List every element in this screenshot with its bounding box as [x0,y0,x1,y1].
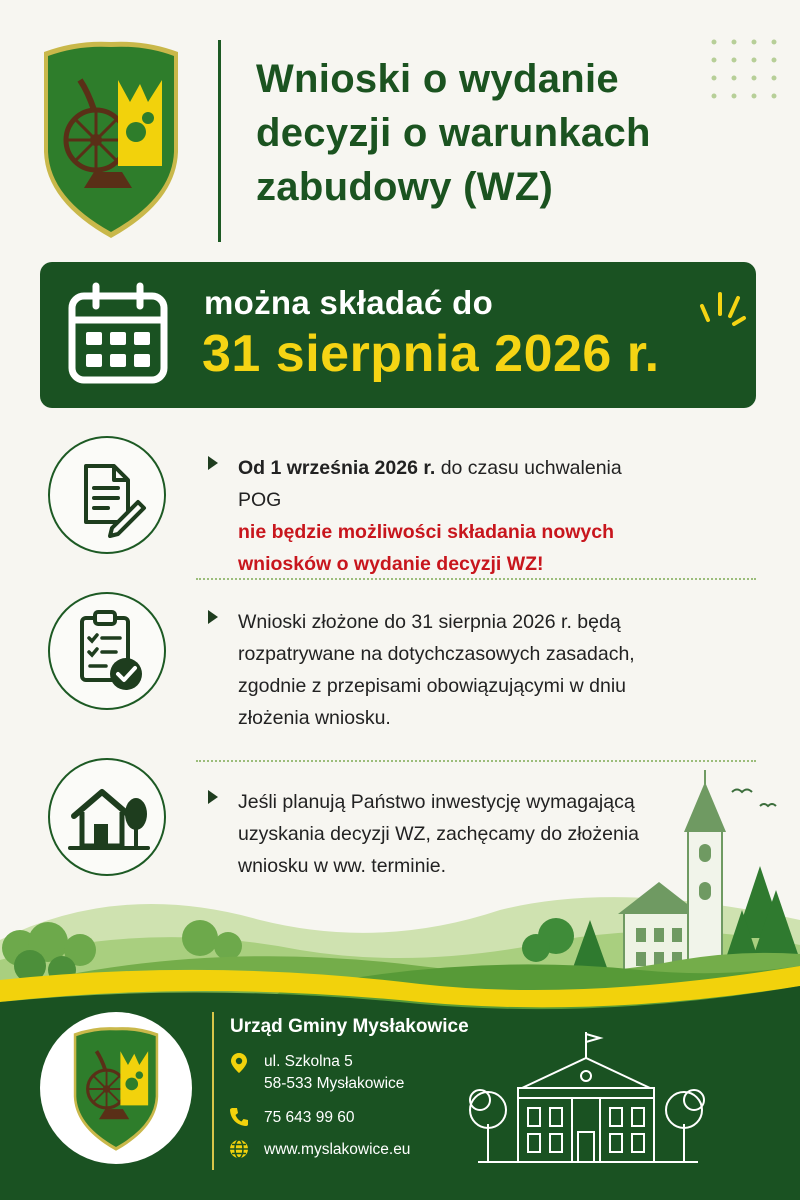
globe-icon [228,1138,250,1160]
item-text: Jeśli planują Państwo inwestycję wymagającą uzyskania decyzji WZ, zachęcamy do złożenia wniosku w ww. terminie. [238,791,639,877]
footer-divider [212,1012,214,1170]
town-hall-illustration [458,1028,718,1168]
bullet-arrow-icon [208,456,218,470]
deadline-banner [40,262,756,408]
highlight-spark-icon [694,288,750,334]
decorative-dots [706,36,786,106]
item-text: Wnioski złożone do 31 sierpnia 2026 r. będą rozpatrywane na dotychczasowych zasadach, zgodnie z przepisami obowiązującymi w dniu złożenia wniosku. [238,611,635,729]
page-title: Wnioski o wydanie decyzji o warunkach zabudowy (WZ) [256,57,651,209]
phone-icon [228,1106,250,1128]
coat-of-arms-logo [64,1026,168,1152]
office-name: Urząd Gminy Mysłakowice [230,1016,469,1037]
calendar-icon [62,280,174,392]
item-text: do czasu uchwalenia POG [238,457,622,511]
phone-number[interactable]: 75 643 99 60 [264,1109,355,1126]
dotted-divider [196,578,756,580]
warning-text: nie będzie możliwości składania nowych wniosków o wydanie decyzji WZ! [238,521,615,575]
item-date-lead: Od 1 września 2026 r. [238,457,436,479]
church-illustration [618,770,726,980]
dotted-divider [196,760,756,762]
item-existing-rules [208,606,658,734]
banner-intro: można składać do [204,284,494,321]
coat-of-arms-logo [36,40,186,240]
location-pin-icon [228,1052,250,1074]
document-pen-icon [48,436,166,554]
clipboard-check-icon [48,592,166,710]
website-link[interactable]: www.myslakowice.eu [264,1141,411,1158]
bullet-arrow-icon [208,610,218,624]
item-no-new-applications [208,452,658,580]
address-street: ul. Szkolna 5 [264,1053,353,1070]
deadline-date: 31 sierpnia 2026 r. [202,325,660,383]
header-divider [218,40,221,242]
address-city: 58-533 Mysłakowice [264,1075,405,1092]
